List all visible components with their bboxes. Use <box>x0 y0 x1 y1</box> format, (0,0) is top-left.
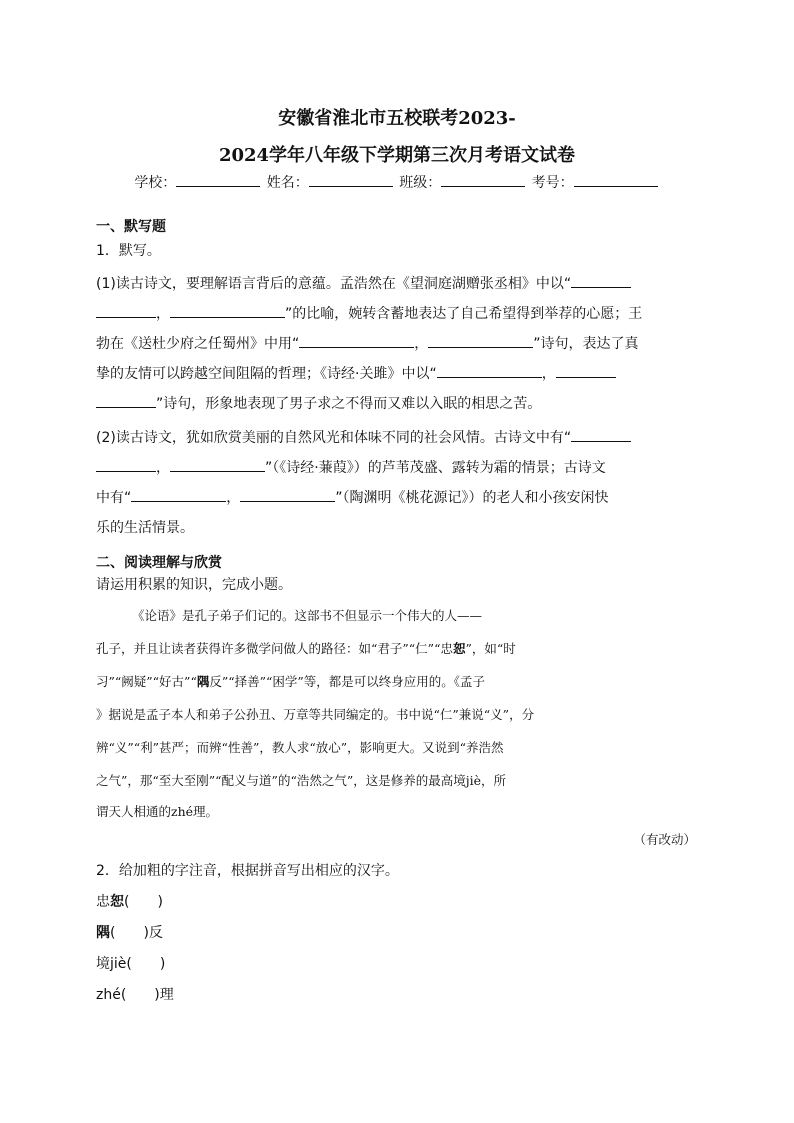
text-segment: ”的比喻，婉转含蓄地表达了自己希望得到举荐的心愿；王 <box>285 306 643 322</box>
q1-p1-line-3 <box>96 333 696 353</box>
text-segment: ”，如“时 <box>465 641 516 656</box>
q1-p2-line-1 <box>96 427 696 447</box>
title-line-1: 安徽省淮北市五校联考2023- <box>278 108 516 129</box>
q1-p2-line-2 <box>96 457 696 477</box>
student-info-row <box>0 172 794 192</box>
comma: ， <box>226 490 241 506</box>
text-segment: 习”“阙疑”“好古”“ <box>96 674 197 689</box>
answer-blank[interactable] <box>571 275 631 288</box>
comma: ， <box>541 366 556 382</box>
answer-blank[interactable] <box>131 489 226 502</box>
q1-p1-line-5 <box>96 393 696 413</box>
bold-char: 恕 <box>452 641 466 656</box>
answer-blank[interactable] <box>571 429 631 442</box>
name-field[interactable] <box>309 174 393 187</box>
q1-p1-line-1 <box>96 273 696 293</box>
q2-item-3[interactable]: 境jiè( ) <box>96 956 166 972</box>
passage-line-4: 》据说是孟子本人和弟子公孙丑、万章等共同编定的。书中说“仁”兼说“义”，分 <box>96 707 535 722</box>
text-segment: 挚的友情可以跨越空间阻隔的哲理；《诗经·关雎》中以“ <box>96 366 437 382</box>
passage-line-5: 辨“义”“利”甚严；而辨“性善”，教人求“放心”，影响更大。又说到“养浩然 <box>96 740 504 755</box>
comma: ， <box>156 306 170 322</box>
title-line-2: 2024学年八年级下学期第三次月考语文试卷 <box>218 145 576 166</box>
section-2-heading: 二、阅读理解与欣赏 <box>96 555 222 571</box>
exam-number-label: 考号： <box>531 175 574 191</box>
answer-parens[interactable]: ( ) <box>124 894 163 910</box>
passage-line-3 <box>96 672 696 690</box>
bold-char: 恕 <box>110 894 124 910</box>
school-label: 学校： <box>134 175 177 191</box>
comma: ， <box>414 336 429 352</box>
text-segment: ”诗句，表达了真 <box>533 336 639 352</box>
answer-blank[interactable] <box>428 335 533 348</box>
question-1-intro: 1．默写。 <box>96 243 161 259</box>
answer-blank[interactable] <box>437 365 542 378</box>
school-field[interactable] <box>176 174 260 187</box>
q1-p2-line-4: 乐的生活情景。 <box>96 520 194 536</box>
q2-item-2 <box>96 922 696 942</box>
answer-blank[interactable] <box>170 459 265 472</box>
text-segment: 忠 <box>96 894 110 910</box>
text-segment: 中有“ <box>96 490 132 506</box>
passage-line-1: 《论语》是孔子弟子们记的。这部书不但显示一个伟大的人—— <box>132 608 483 623</box>
section-1-heading: 一、默写题 <box>96 219 166 235</box>
text-segment: (1)读古诗文，要理解语言背后的意蕴。孟浩然在《望洞庭湖赠张丞相》中以“ <box>96 276 572 292</box>
passage-line-6: 之气”，那“至大至刚”“配义与道”的“浩然之气”，这是修养的最高境jiè，所 <box>96 773 507 788</box>
exam-number-field[interactable] <box>574 174 658 187</box>
answer-blank[interactable] <box>240 489 335 502</box>
text-segment: 孔子，并且让读者获得许多微学问做人的路径：如“君子”“仁”“忠 <box>96 641 453 656</box>
answer-blank[interactable] <box>556 365 616 378</box>
bold-char: 隅 <box>96 925 110 941</box>
text-segment: ”诗句，形象地表现了男子求之不得而又难以入眠的相思之苦。 <box>156 396 542 412</box>
answer-blank[interactable] <box>96 459 156 472</box>
passage-source: （有改动） <box>633 832 696 847</box>
text-segment: ”（《诗经·蒹葭》）的芦苇茂盛、露转为霜的情景；古诗文 <box>265 460 606 476</box>
passage-line-2 <box>96 639 696 657</box>
class-field[interactable] <box>441 174 525 187</box>
q2-item-4[interactable]: zhé( )理 <box>96 987 174 1003</box>
answer-parens[interactable]: ( )反 <box>110 925 163 941</box>
text-segment: 反”“择善”“困学”等，都是可以终身应用的。《孟子 <box>209 674 486 689</box>
comma: ， <box>156 460 170 476</box>
class-label: 班级： <box>399 175 442 191</box>
passage-line-7: 谓天人相通的zhé理。 <box>96 804 219 819</box>
answer-blank[interactable] <box>96 395 156 408</box>
q1-p2-line-3 <box>96 487 696 507</box>
text-segment: ”（陶渊明《桃花源记》）的老人和小孩安闲快 <box>335 490 609 506</box>
q1-p1-line-4 <box>96 363 696 383</box>
q1-p1-line-2 <box>96 303 696 323</box>
question-2-stem: 2．给加粗的字注音，根据拼音写出相应的汉字。 <box>96 863 399 879</box>
answer-blank[interactable] <box>96 305 156 318</box>
answer-blank[interactable] <box>299 335 414 348</box>
answer-blank[interactable] <box>170 305 285 318</box>
bold-char: 隅 <box>196 674 210 689</box>
section-2-instruction: 请运用积累的知识，完成小题。 <box>96 577 292 593</box>
q2-item-1 <box>96 891 696 911</box>
text-segment: 勃在《送杜少府之任蜀州》中用“ <box>96 336 300 352</box>
name-label: 姓名： <box>266 175 309 191</box>
text-segment: (2)读古诗文，犹如欣赏美丽的自然风光和体味不同的社会风情。古诗文中有“ <box>96 430 572 446</box>
